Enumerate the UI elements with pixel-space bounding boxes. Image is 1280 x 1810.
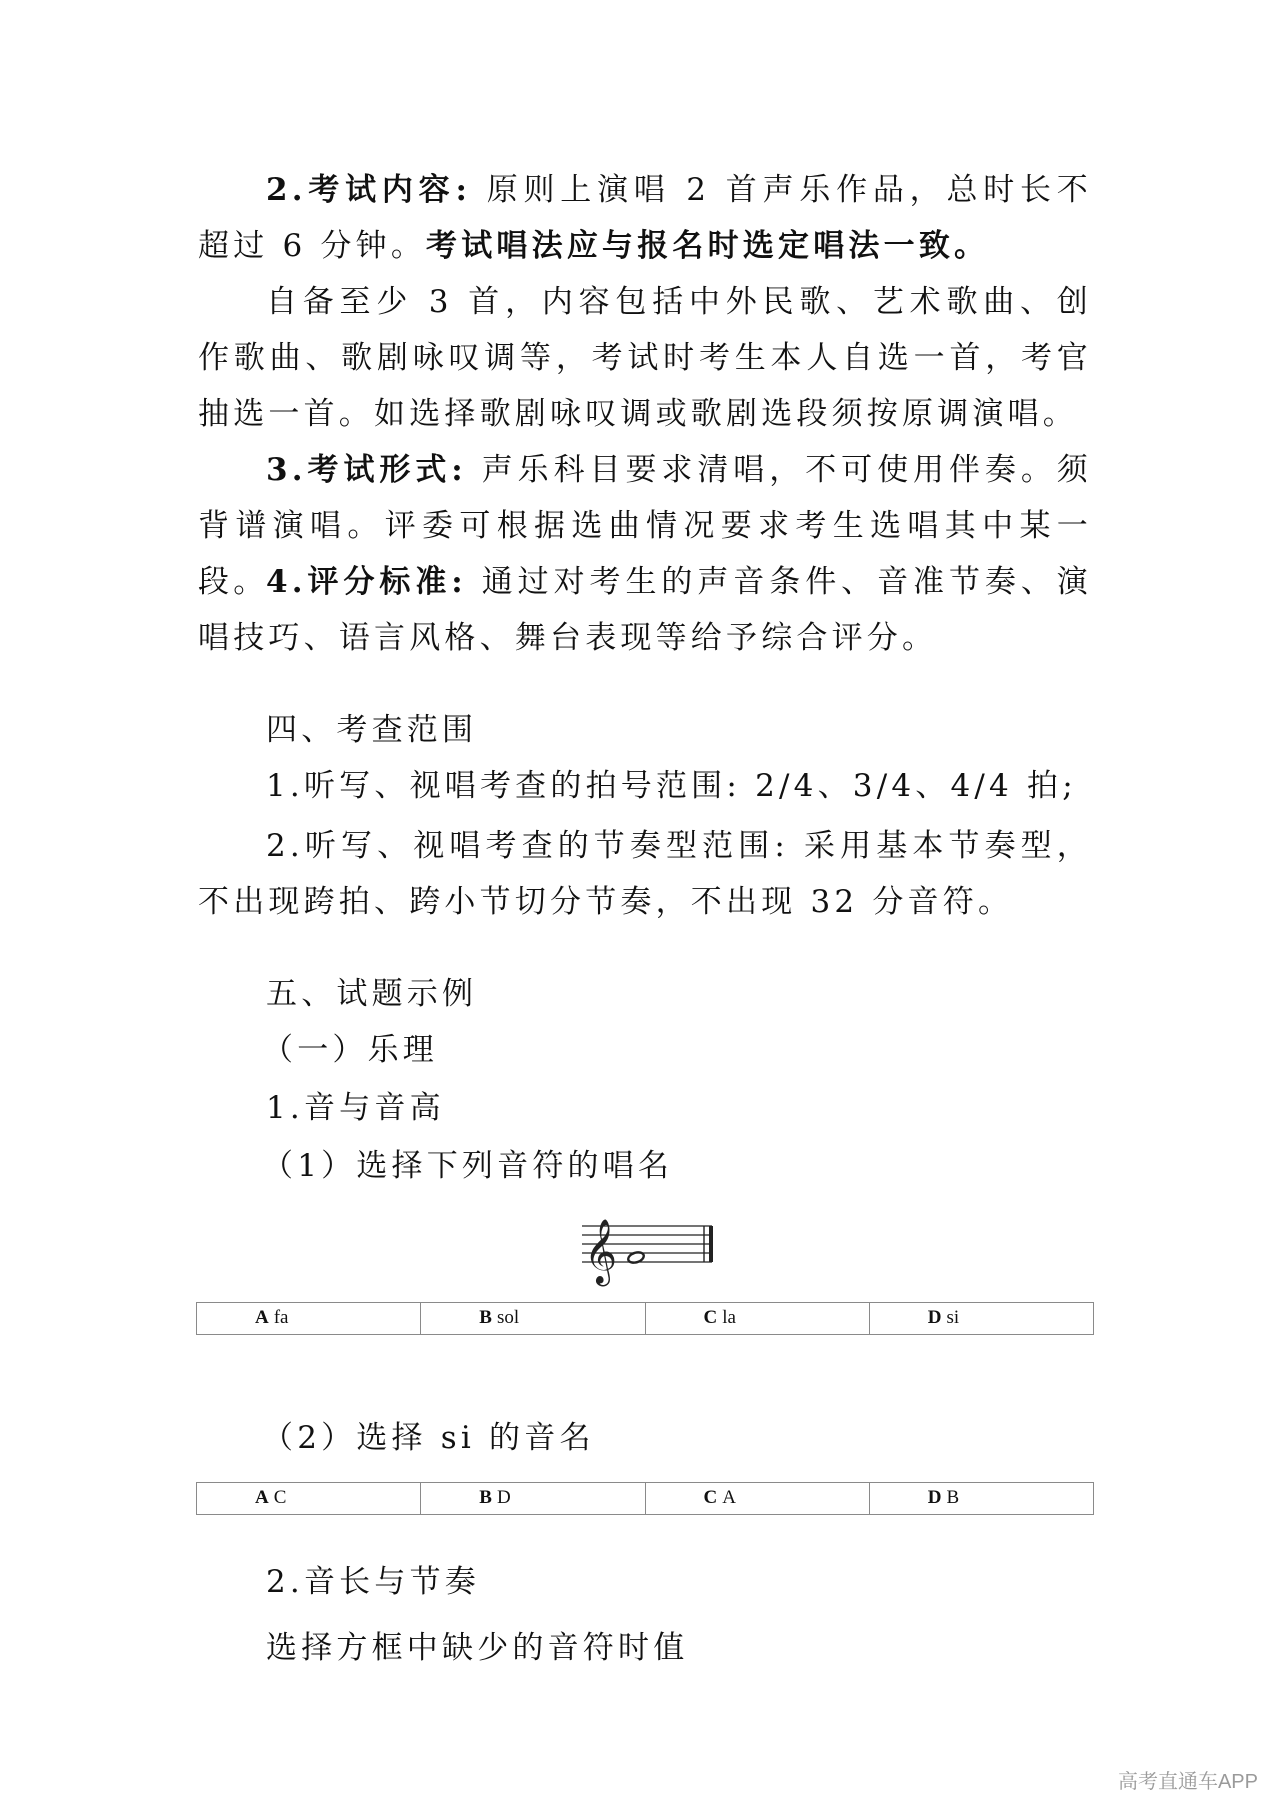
exam-content-label: 2.考试内容: xyxy=(266,172,472,208)
watermark: 高考直通车APP xyxy=(1117,1771,1258,1793)
treble-clef-staff-figure xyxy=(580,1216,716,1288)
question-1-2-prompt: （2）选择 si 的音名 xyxy=(262,1420,595,1456)
section-heading-examples: 五、试题示例 xyxy=(266,976,478,1012)
option-a[interactable]: A C xyxy=(197,1483,421,1514)
option-b[interactable]: B D xyxy=(421,1483,645,1514)
self-prepared-paragraph: 自备至少 3 首，内容包括中外民歌、艺术歌曲、创作歌曲、歌剧咏叹调等，考试时考生本人自选一首，考官抽选一首。如选择歌剧咏叹调或歌剧选段须按原调演唱。 xyxy=(198,284,1092,432)
exam-content-paragraph xyxy=(198,162,1092,274)
scoring-label: 4.评分标准: xyxy=(266,564,467,600)
scope-item-2: 2.听写、视唱考查的节奏型范围: 采用基本节奏型，不出现跨拍、跨小节切分节奏，不出现 32 分音符。 xyxy=(198,828,1092,920)
scoring-text: 通过对考生的声音条件、音准节奏、演唱技巧、语言风格、舞台表现等给予综合评分。 xyxy=(198,564,1092,656)
option-a[interactable]: A fa xyxy=(197,1303,421,1334)
option-b[interactable]: B sol xyxy=(421,1303,645,1334)
question-2-prompt: 选择方框中缺少的音符时值 xyxy=(266,1630,689,1666)
exam-content-text: 原则上演唱 2 首声乐作品，总时长不超过 6 分钟。 xyxy=(198,172,1092,264)
subsection-music-theory: （一）乐理 xyxy=(262,1032,438,1068)
exam-content-bold-text: 考试唱法应与报名时选定唱法一致。 xyxy=(426,228,990,264)
option-d[interactable]: D si xyxy=(927,1307,960,1328)
exam-format-text: 声乐科目要求清唱，不可使用伴奏。须背谱演唱。评委可根据选曲情况要求考生选唱其中某一段。 xyxy=(198,452,1092,600)
section-heading-scope: 四、考查范围 xyxy=(266,712,478,748)
question-1-1-prompt: （1）选择下列音符的唱名 xyxy=(262,1148,674,1184)
treble-clef-icon: 𝄞 xyxy=(584,1219,618,1284)
question-2-title: 2.音长与节奏 xyxy=(266,1564,480,1600)
option-c[interactable]: C A xyxy=(646,1483,870,1514)
option-c[interactable]: C la xyxy=(646,1303,870,1334)
scoring-paragraph xyxy=(198,554,1092,666)
question-1-1-options xyxy=(196,1302,1094,1335)
scope-item-1: 1.听写、视唱考查的拍号范围: 2/4、3/4、4/4 拍; xyxy=(266,768,1077,804)
exam-format-label: 3.考试形式: xyxy=(266,452,467,488)
option-d[interactable]: D B xyxy=(927,1487,960,1508)
question-1-title: 1.音与音高 xyxy=(266,1090,445,1126)
question-1-2-options xyxy=(196,1482,1094,1515)
